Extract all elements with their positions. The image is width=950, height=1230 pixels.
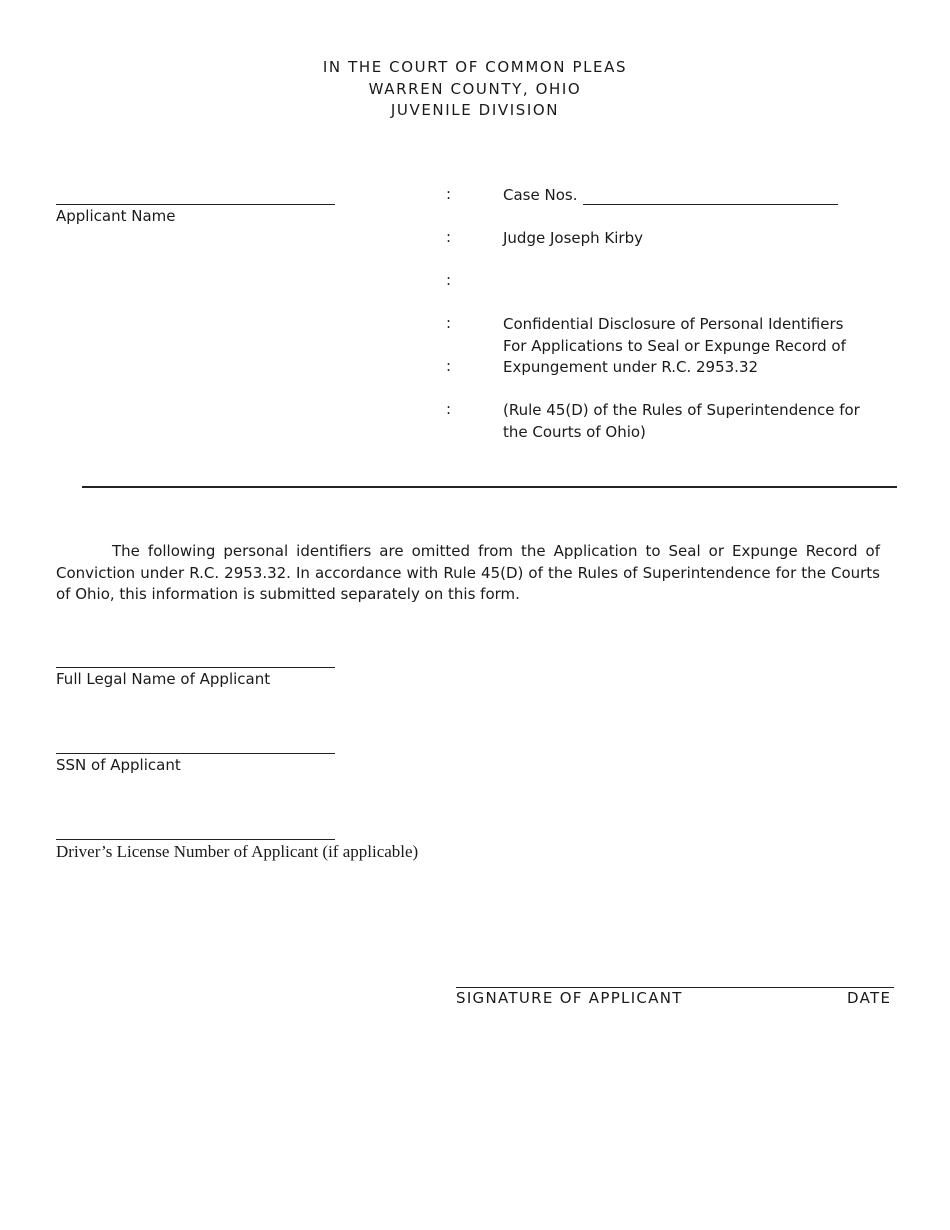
ssn-line[interactable] [56,753,335,754]
date-label: DATE [847,989,892,1007]
full-name-label: Full Legal Name of Applicant [56,670,271,688]
county-name: WARREN COUNTY, OHIO [368,79,582,98]
court-name: IN THE COURT OF COMMON PLEAS [322,58,628,76]
ssn-label: SSN of Applicant [56,756,181,774]
form-title-line: Expungement under R.C. 2953.32 [503,358,759,376]
caption-colon: : [446,271,452,289]
form-title-line: Confidential Disclosure of Personal Identifiers [503,315,844,333]
form-title [503,314,846,379]
body-paragraph [56,541,880,606]
license-label: Driver’s License Number of Applicant (if applicable) [56,842,419,861]
form-title-line: For Applications to Seal or Expunge Record of [503,336,846,355]
signature-line[interactable] [456,987,894,988]
caption-colon: : [446,228,452,246]
judge-name: Judge Joseph Kirby [503,229,643,247]
court-header [0,57,950,122]
caption-colon: : [446,185,452,203]
rule-reference-line: (Rule 45(D) of the Rules of Superintendence for [503,401,860,419]
rule-reference [503,400,860,443]
caption-divider [82,486,897,488]
rule-reference-line: the Courts of Ohio) [503,422,646,441]
caption-colon: : [446,314,452,332]
applicant-name-label: Applicant Name [56,207,176,225]
applicant-name-line[interactable] [56,204,335,205]
signature-label: SIGNATURE OF APPLICANT [456,989,683,1007]
body-paragraph-text: The following personal identifiers are omitted from the Application to Seal or Expunge Record of Conviction under R.C. 2953.32. In accordance with Rule 45(D) of the Rules of Superintendence for the Courts of Ohio, this information is submitted separately on this form. [56,542,880,603]
license-line[interactable] [56,839,335,840]
caption-colon: : [446,357,452,375]
case-nos-label: Case Nos. [503,186,578,204]
full-name-line[interactable] [56,667,335,668]
division-name: JUVENILE DIVISION [390,101,560,119]
caption-colon: : [446,400,452,418]
case-nos-line[interactable] [583,204,838,205]
